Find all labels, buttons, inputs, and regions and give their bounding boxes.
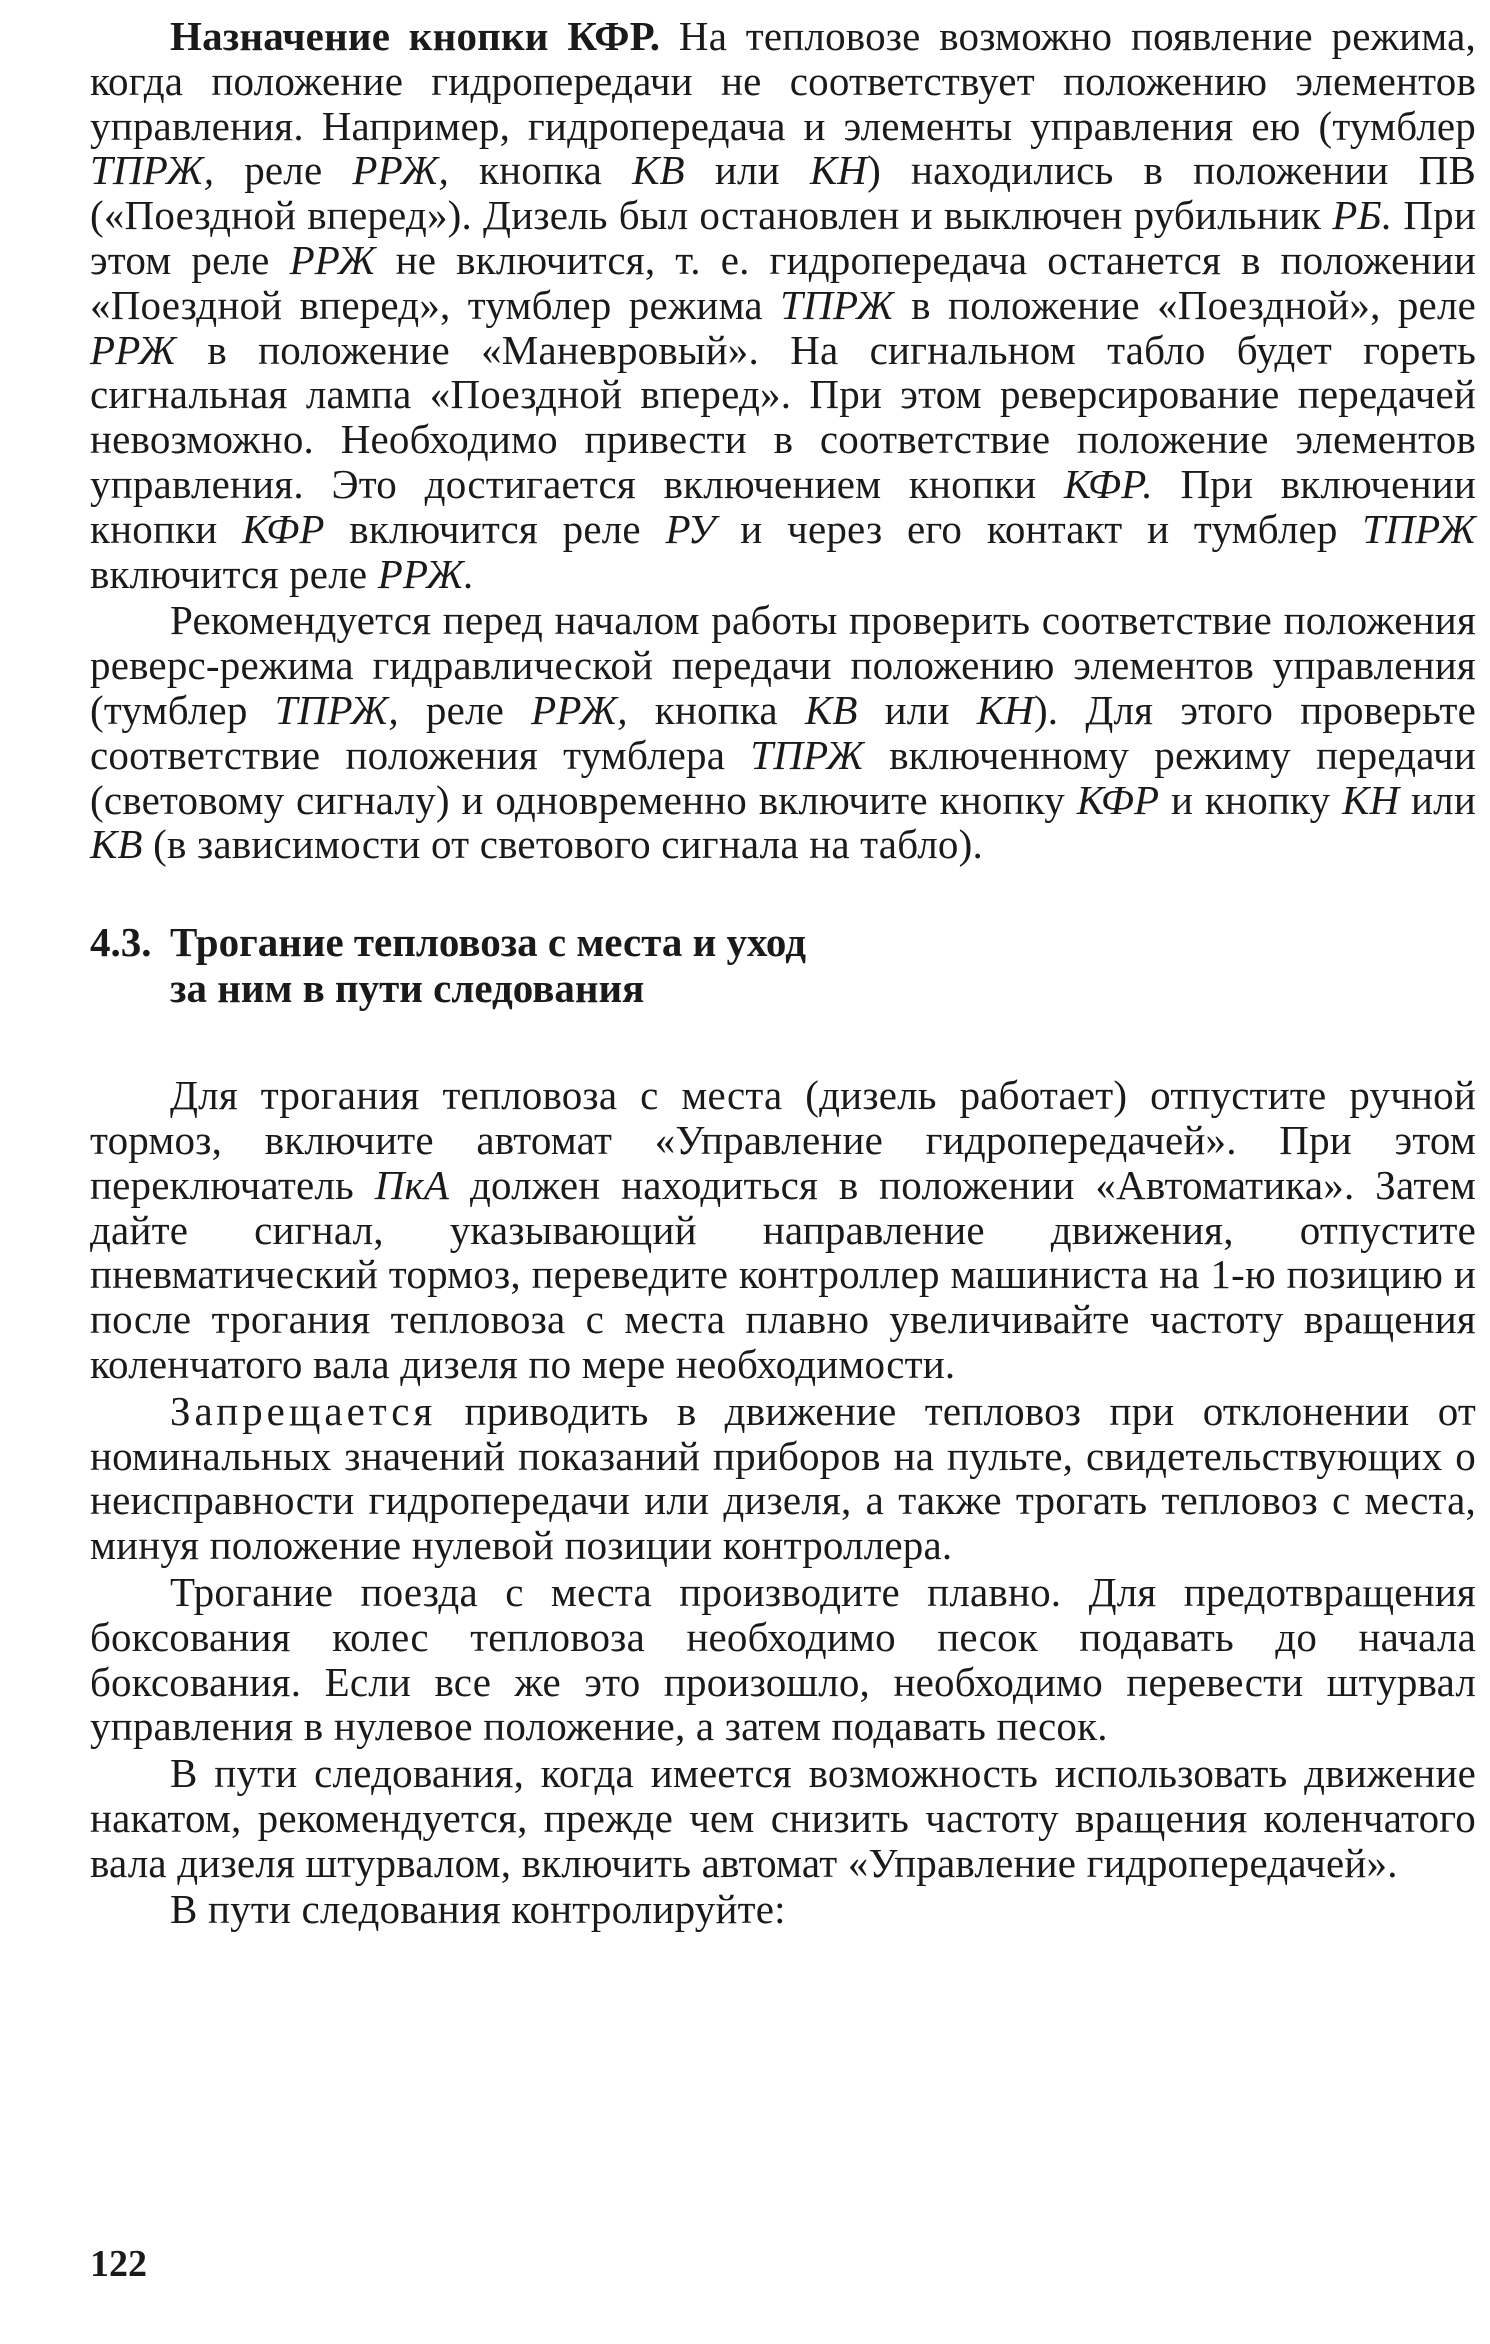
text-run: В пути следования, когда имеется возможность использовать движение накатом, рекомендуется, прежде чем снизить частоту вращения коленчатого вала дизеля штурвалом, включить автомат «Управление гидропередачей». bbox=[90, 1750, 1476, 1886]
paragraph-prohibition bbox=[90, 1389, 1476, 1568]
text-run: включенному режиму передачи (световому сигналу) и одновременно включите кнопку bbox=[90, 731, 1476, 823]
text-run: кнопка bbox=[448, 147, 633, 194]
text-run: Рекомендуется перед началом работы проверить соответствие положения реверс-режима гидравлической передачи положению элементов управления (тумблер bbox=[90, 597, 1476, 733]
section-title-line-2: за ним в пути следования bbox=[170, 965, 645, 1012]
text-run: или bbox=[1399, 776, 1476, 823]
symbol-pka: ПкА bbox=[374, 1161, 450, 1208]
text-run: реле bbox=[398, 686, 532, 733]
text-run: приводить в движение тепловоз при отклонении от номинальных значений показаний приборов на пульте, свидетельствующих о неисправности гидропередачи или дизеля, а также трогать тепловоз с места, минуя положение нулевой позиции контроллера. bbox=[90, 1387, 1476, 1569]
page-body bbox=[90, 14, 1476, 1932]
symbol-kv: КВ bbox=[804, 686, 858, 733]
symbol-tprzh: ТПРЖ bbox=[750, 731, 865, 778]
paragraph-train-start bbox=[90, 1570, 1476, 1749]
paragraph-lead-title: Назначение кнопки КФР. bbox=[170, 13, 661, 59]
text-run: На тепловозе возможно появление режима, когда положение гидропередачи не соответствует положению элементов управления. Например, гидропередача и элементы управления ею (тумблер bbox=[90, 13, 1476, 149]
text-run: в положение «Поездной», реле bbox=[893, 281, 1476, 328]
spaced-emphasis-word: Запрещается bbox=[170, 1387, 437, 1434]
text-run: в положение «Маневровый». На сигнальном табло будет гореть сигнальная лампа «Поездной вперед». При этом реверсирование передачей невозможно. Необходимо привести в соответствие положение элементов управления. Это достигается включением кнопки bbox=[90, 326, 1476, 507]
text-run: включится реле bbox=[324, 505, 666, 552]
symbol-rrzh: РРЖ bbox=[289, 236, 376, 283]
symbol-ru: РУ bbox=[665, 505, 716, 552]
text-run: и кнопку bbox=[1159, 776, 1343, 823]
symbol-kfr: КФР bbox=[1076, 776, 1160, 823]
symbol-rb: РБ. bbox=[1332, 192, 1393, 239]
symbol-rrzh: РРЖ, bbox=[352, 147, 449, 194]
symbol-kfr: КФР. bbox=[1063, 460, 1153, 507]
symbol-rrzh: РРЖ. bbox=[377, 550, 475, 597]
symbol-rrzh: РРЖ bbox=[90, 326, 177, 373]
symbol-tprzh: ТПРЖ, bbox=[274, 686, 399, 733]
text-run: не включится, т. е. гидропередача останется в положении «Поездной вперед», тумблер режима bbox=[90, 236, 1476, 328]
text-run: При этом реле bbox=[90, 192, 1476, 283]
text-run: или bbox=[684, 147, 810, 194]
symbol-tprzh: ТПРЖ bbox=[780, 281, 894, 328]
symbol-kn: КН bbox=[976, 686, 1034, 733]
text-run: Для трогания тепловоза с места (дизель работает) отпустите ручной тормоз, включите автомат «Управление гидропередачей». При этом переключатель bbox=[90, 1072, 1476, 1208]
symbol-kn: КН bbox=[1342, 776, 1400, 823]
text-run: (в зависимости от светового сигнала на табло). bbox=[142, 821, 983, 868]
symbol-kn: КН bbox=[809, 147, 868, 194]
paragraph-recommendation bbox=[90, 598, 1476, 867]
paragraph-monitor bbox=[90, 1887, 1476, 1932]
symbol-kv: КВ bbox=[90, 821, 143, 868]
text-run: ) находились в положении ПВ («Поездной вперед»). Дизель был остановлен и выключен рубильник bbox=[90, 147, 1477, 239]
text-run: кнопка bbox=[627, 686, 805, 733]
text-run: и через его контакт и тумблер bbox=[715, 505, 1363, 552]
text-run: При включении кнопки bbox=[90, 460, 1476, 552]
text-run: или bbox=[857, 686, 977, 733]
paragraph-start-moving bbox=[90, 1073, 1476, 1387]
section-number: 4.3. bbox=[90, 919, 152, 966]
symbol-kfr: КФР bbox=[242, 505, 325, 552]
symbol-rrzh: РРЖ, bbox=[531, 686, 628, 733]
text-run: реле bbox=[214, 147, 353, 194]
text-run: должен находиться в положении «Автоматика». Затем дайте сигнал, указывающий направление движения, отпустите пневматический тормоз, переведите контроллер машиниста на 1-ю позицию и после трогания тепловоза с места плавно увеличивайте частоту вращения коленчатого вала дизеля по мере необходимости. bbox=[90, 1161, 1476, 1387]
section-title-line-1: Трогание тепловоза с места и уход bbox=[170, 919, 806, 966]
symbol-tprzh: ТПРЖ, bbox=[90, 147, 215, 194]
text-run: включится реле bbox=[90, 550, 378, 597]
paragraph-coasting bbox=[90, 1751, 1476, 1885]
symbol-tprzh: ТПРЖ bbox=[1362, 505, 1476, 552]
section-heading bbox=[90, 919, 1476, 1011]
symbol-kv: КВ bbox=[632, 147, 685, 194]
text-run: В пути следования контролируйте: bbox=[170, 1886, 786, 1933]
page-number: 122 bbox=[90, 2243, 147, 2285]
text-run: ). Для этого проверьте соответствие положения тумблера bbox=[90, 686, 1477, 778]
paragraph-kfr-purpose bbox=[90, 14, 1476, 596]
text-run: Трогание поезда с места производите плавно. Для предотвращения боксования колес тепловоза необходимо песок подавать до начала боксования. Если все же это произошло, необходимо перевести штурвал управления в нулевое положение, а затем подавать песок. bbox=[90, 1568, 1476, 1750]
